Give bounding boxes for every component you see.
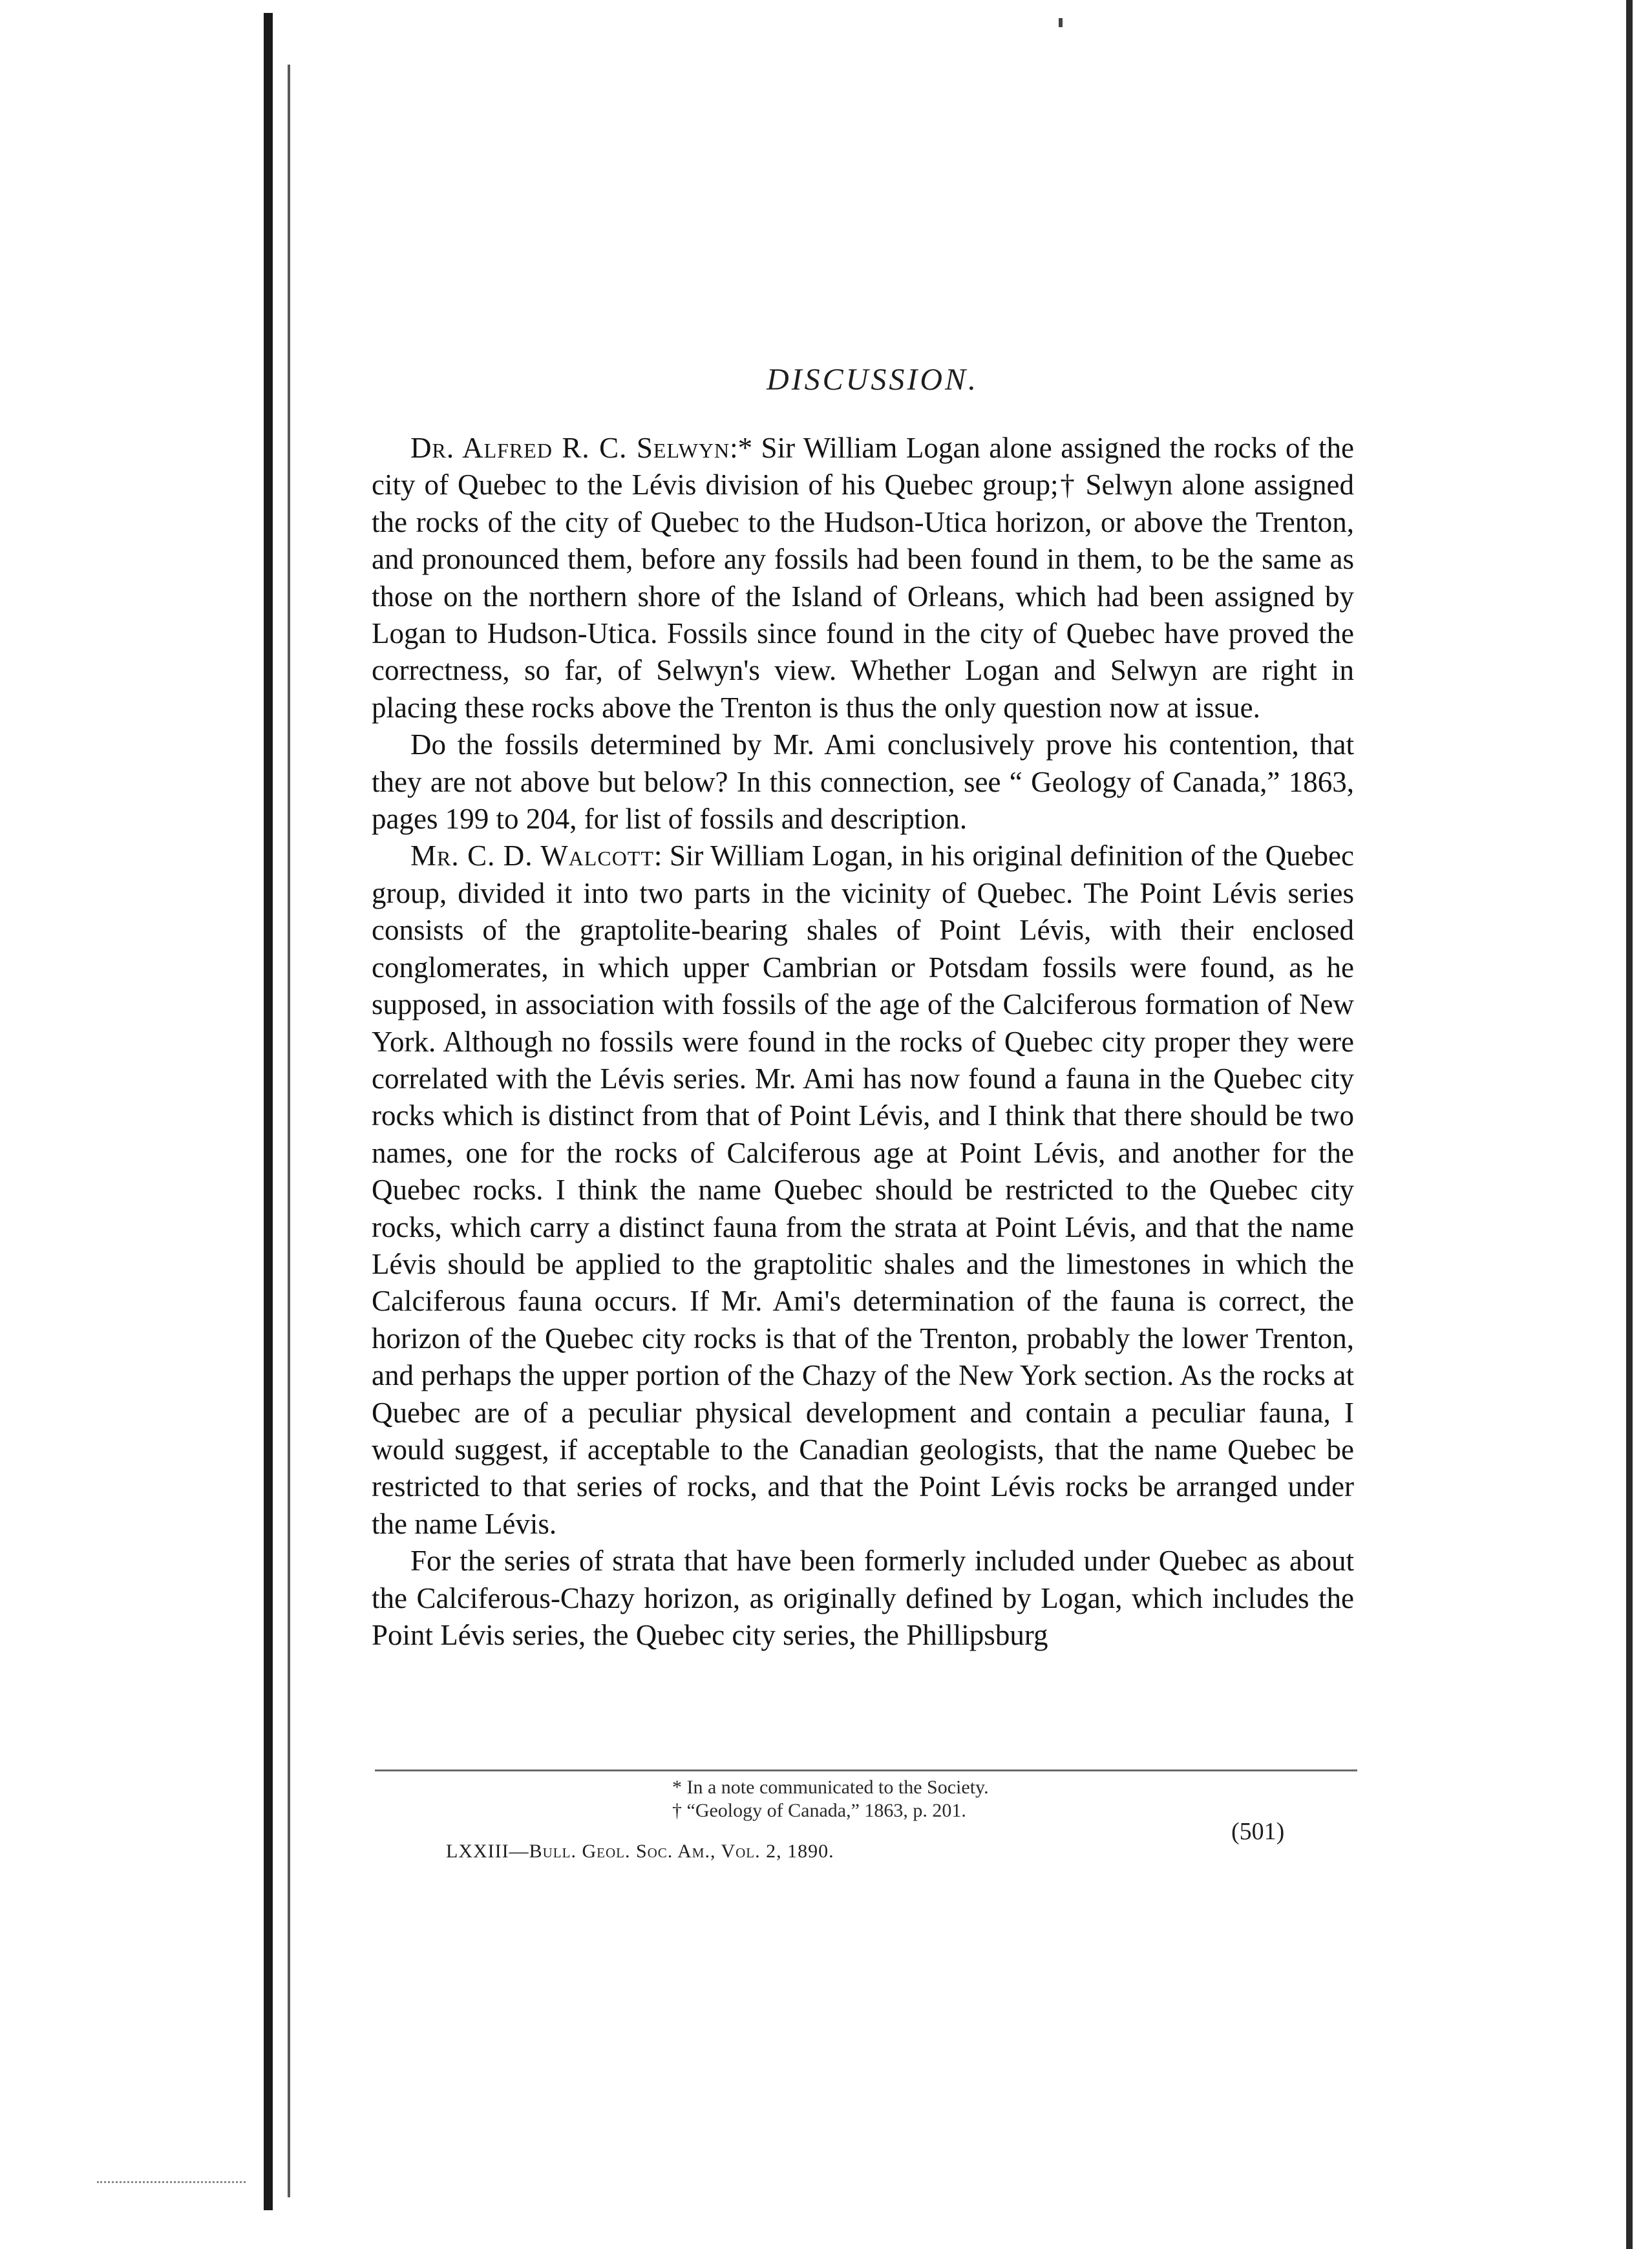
paragraph-walcott <box>372 838 1354 1543</box>
paragraph-text: :* Sir William Logan alone assigned the rocks of the city of Quebec to the Lévis division of his Quebec group;† Selwyn alone assigned the rocks of the city of Quebec to the Hudson-Utica horizon, or above the Trenton, and pronounced them, before any fossils had been found in them, to be the same as those on the northern shore of the Island of Orleans, which had been assigned by Logan to Hudson-Utica. Fossils since found in the city of Quebec have proved the correctness, so far, of Selwyn's view. Whether Logan and Selwyn are right in placing these rocks above the Trenton is thus the only question now at issue. <box>372 432 1354 724</box>
footnote: † “Geology of Canada,” 1863, p. 201. <box>672 1800 966 1821</box>
paragraph-text: For the series of strata that have been formerly included under Quebec as about the Calciferous-Chazy horizon, as originally defined by Logan, which includes the Point Lévis series, the Quebec city series, the Phillipsburg <box>372 1545 1354 1651</box>
scan-speck <box>1059 18 1063 27</box>
binding-edge <box>264 13 273 2210</box>
footnote: * In a note communicated to the Society. <box>672 1777 989 1798</box>
speaker-name: Dr. Alfred R. C. Selwyn <box>410 432 730 464</box>
footnote-rule <box>375 1769 1357 1771</box>
page-number: (501) <box>1231 1818 1285 1845</box>
paragraph-selwyn <box>372 430 1354 726</box>
right-page-edge <box>1626 0 1633 2249</box>
scan-artifact <box>97 2181 246 2195</box>
binding-shadow <box>288 65 290 2197</box>
section-heading: DISCUSSION. <box>767 363 979 397</box>
journal-citation: LXXIII—Bull. Geol. Soc. Am., Vol. 2, 1890. <box>446 1841 834 1862</box>
speaker-name: Mr. C. D. Walcott <box>410 839 654 872</box>
paragraph-question <box>372 726 1354 838</box>
paragraph-strata <box>372 1543 1354 1654</box>
left-page-margin <box>0 0 246 2249</box>
footnotes <box>672 1776 1254 1822</box>
paragraph-text: Do the fossils determined by Mr. Ami conclusively prove his contention, that they are not above but below? In this connection, see “ Geology of Canada,” 1863, pages 199 to 204, for list of fossils and description. <box>372 728 1354 836</box>
body-text <box>372 430 1354 1654</box>
paragraph-text: : Sir William Logan, in his original definition of the Quebec group, divided it into two parts in the vicinity of Quebec. The Point Lévis series consists of the graptolite-bearing shales of Point Lévis, with their enclosed conglomerates, in which upper Cambrian or Potsdam fossils were found, as he supposed, in association with fossils of the age of the Calciferous formation of New York. Although no fossils were found in the rocks of Quebec city proper they were correlated with the Lévis series. Mr. Ami has now found a fauna in the Quebec city rocks which is distinct from that of Point Lévis, and I think that there should be two names, one for the rocks of Calciferous age at Point Lévis, and another for the Quebec rocks. I think the name Quebec should be restricted to the Quebec city rocks, which carry a distinct fauna from the strata at Point Lévis, and that the name Lévis should be applied to the graptolitic shales and the limestones in which the Calciferous fauna occurs. If Mr. Ami's determination of the fauna is correct, the horizon of the Quebec city rocks is that of the Trenton, probably the lower Trenton, and perhaps the upper portion of the Chazy of the New York section. As the rocks at Quebec are of a peculiar physical development and contain a peculiar fauna, I would suggest, if acceptable to the Canadian geologists, that the name Quebec be restricted to that series of rocks, and that the Point Lévis rocks be arranged under the name Lévis. <box>372 839 1355 1540</box>
